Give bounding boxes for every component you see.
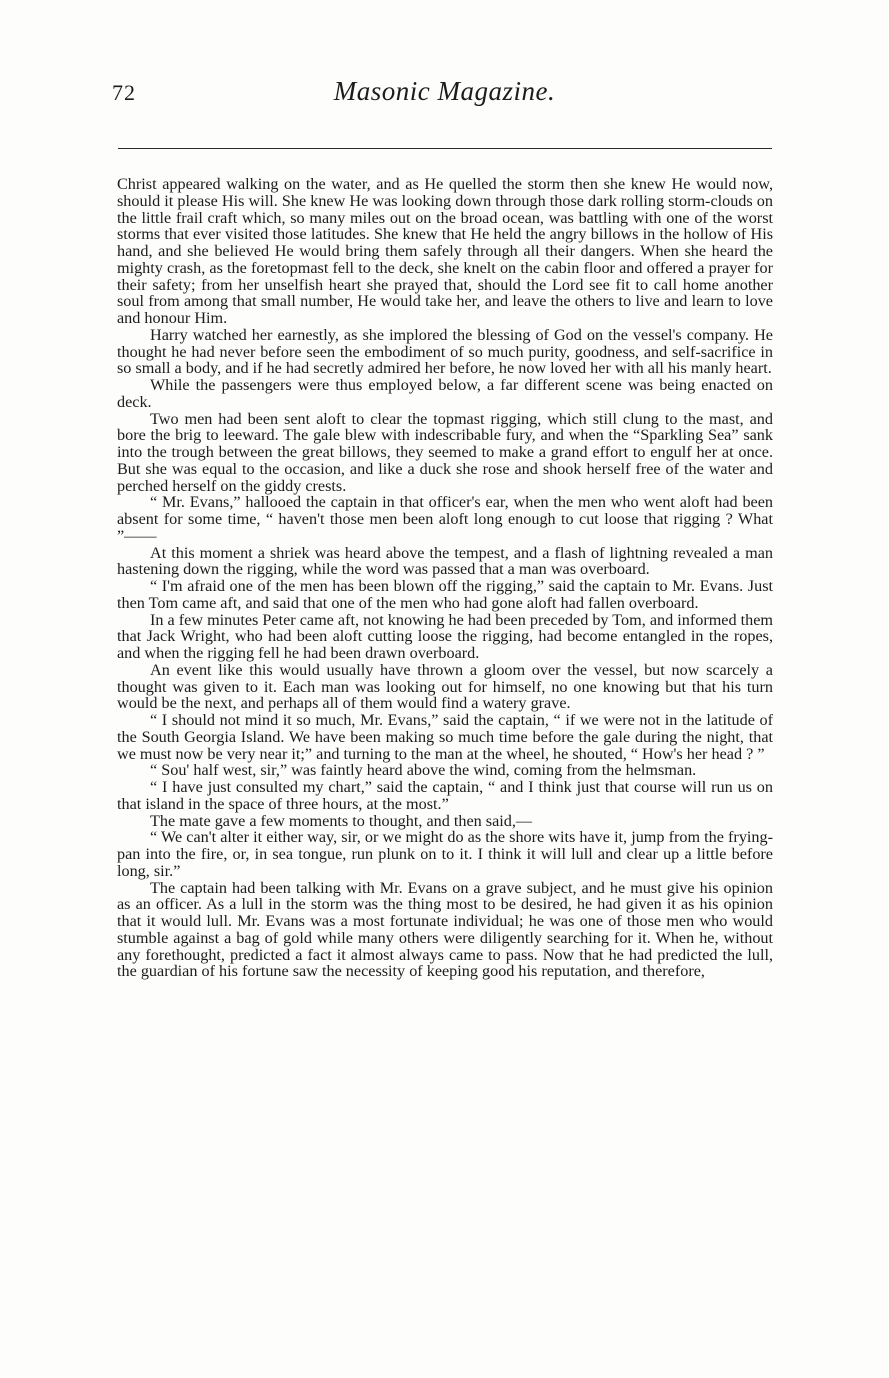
paragraph: Christ appeared walking on the water, and as He quelled the storm then she knew He would now, should it please His will. She knew He was looking down through those dark rolling storm-clouds on the little frail craft which, so many miles out on the broad ocean, was battling with one of the worst storms that ever visited those latitudes. She knew that He held the angry billows in the hollow of His hand, and she believed He would bring them safely through all their dangers. When she heard the mighty crash, as the foretopmast fell to the deck, she knelt on the cabin floor and offered a prayer for their safety; from her unselfish heart she prayed that, should the Lord see fit to call home another soul from among that small number, He would take her, and leave the others to live and learn to love and honour Him.	[117, 175, 773, 327]
paragraph: “ I have just consulted my chart,” said the captain, “ and I think just that course will run us on that island in the space of three hours, at the most.”	[117, 778, 773, 813]
page-number: 72	[112, 80, 136, 105]
paragraph: In a few minutes Peter came aft, not knowing he had been preceded by Tom, and informed them that Jack Wright, who had been aloft cutting loose the rigging, had become entangled in the ropes, and when the rigging fell he had been drawn overboard.	[117, 610, 773, 662]
paragraph: At this moment a shriek was heard above the tempest, and a flash of lightning revealed a man hastening down the rigging, while the word was passed that a man was overboard.	[117, 543, 773, 579]
article-body	[117, 176, 773, 980]
paragraph: Two men had been sent aloft to clear the topmast rigging, which still clung to the mast, and bore the brig to leeward. The gale blew with indescribable fury, and when the “Sparkling Sea” sank into the trough between the great billows, they seemed to make a grand effort to engulf her at once. But she was equal to the occasion, and like a duck she rose and shook herself free of the water and perched herself on the giddy crests.	[117, 409, 773, 495]
paragraph: “ We can't alter it either way, sir, or we might do as the shore wits have it, jump from the frying-pan into the fire, or, in sea tongue, run plunk on to it. I think it will lull and clear up a little before long, sir.”	[117, 828, 773, 880]
running-title: Masonic Magazine.	[333, 76, 556, 106]
paragraph: “ I should not mind it so much, Mr. Evans,” said the captain, “ if we were not in the latitude of the South Georgia Island. We have been making so much time before the gale during the night, that we must now be very near it;” and turning to the man at the wheel, he shouted, “ How's her head ? ”	[117, 711, 773, 763]
paragraph: An event like this would usually have thrown a gloom over the vessel, but now scarcely a thought was given to it. Each man was looking out for himself, no one knowing but that his turn would be the next, and perhaps all of them would find a watery grave.	[117, 660, 773, 713]
paragraph: “ Mr. Evans,” hallooed the captain in that officer's ear, when the men who went aloft had been absent for some time, “ haven't those men been aloft long enough to cut loose that rigging ? What ”——	[117, 493, 773, 545]
paragraph: Harry watched her earnestly, as she implored the blessing of God on the vessel's company. He thought he had never before seen the embodiment of so much purity, goodness, and self-sacrifice in so small a body, and if he had secretly admired her before, he now loved her with all his manly heart.	[117, 325, 773, 378]
paragraph: “ Sou' half west, sir,” was faintly heard above the wind, coming from the helmsman.	[150, 761, 697, 780]
paragraph: The captain had been talking with Mr. Evans on a grave subject, and he must give his opinion as an officer. As a lull in the storm was the thing most to be desired, he had given it as his opinion that it would lull. Mr. Evans was a most fortunate individual; he was one of those men who would stumble against a bag of gold while many others were diligently searching for it. When he, without any forethought, predicted a fact it almost always came to pass. Now that he had predicted the lull, the guardian of his fortune saw the necessity of keeping good his reputation, and therefore,	[117, 878, 773, 981]
header-rule	[118, 148, 772, 149]
paragraph: The mate gave a few moments to thought, and then said,—	[150, 811, 533, 830]
paragraph: “ I'm afraid one of the men has been blown off the rigging,” said the captain to Mr. Evans. Just then Tom came aft, and said that one of the men who had gone aloft had fallen overboard.	[117, 577, 773, 612]
paragraph: While the passengers were thus employed below, a far different scene was being enacted on deck.	[117, 376, 773, 411]
